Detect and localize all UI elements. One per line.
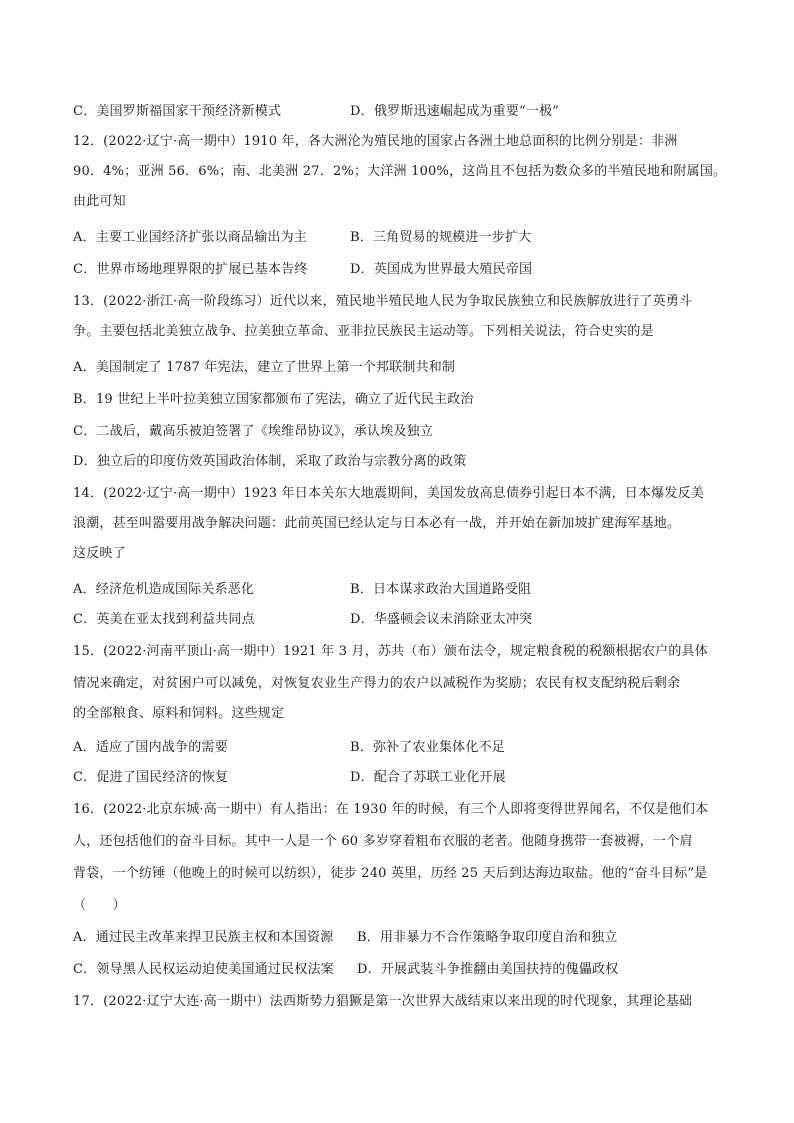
- q15-option-c: C．促进了国民经济的恢复: [73, 770, 229, 785]
- q14-option-d: D．华盛顿会议未消除亚太冲突: [350, 612, 533, 627]
- q13-option-d: D．独立后的印度仿效英国政治体制，采取了政治与宗教分离的政策: [73, 454, 467, 469]
- q15-stem-line-2: 情况来确定，对贫困户可以减免，对恢复农业生产得力的农户以减税作为奖励；农民有权支配纳税后剩余: [73, 676, 681, 691]
- q14-stem-line-3: 这反映了: [73, 546, 126, 561]
- q12-option-d: D．英国成为世界最大殖民帝国: [350, 262, 533, 277]
- q14-stem-line-1: 14．(2022·辽宁·高一期中）1923 年日本关东大地震期间，美国发放高息债券引起日本不满，日本爆发反美: [73, 486, 704, 501]
- q12-option-a: A．主要工业国经济扩张以商品输出为主: [73, 230, 307, 245]
- q16-option-b: B．用非暴力不合作策略争取印度自治和独立: [357, 930, 618, 945]
- q12-option-c: C．世界市场地理界限的扩展已基本告终: [73, 262, 308, 277]
- q15-option-b: B．弥补了农业集体化不足: [350, 740, 505, 755]
- q15-option-a: A．适应了国内战争的需要: [73, 740, 228, 755]
- q13-stem-line-2: 争。主要包括北美独立战争、拉美独立革命、亚非拉民族民主运动等。下列相关说法，符合史实的是: [73, 324, 654, 339]
- q14-stem-line-2: 浪潮，甚至叫嚣要用战争解决问题：此前英国已经认定与日本必有一战，并开始在新加坡扩建海军基地。: [73, 516, 681, 531]
- q17-stem-line-1: 17．(2022·辽宁大连·高一期中）法西斯势力猖獗是第一次世界大战结束以来出现的时代现象，其理论基础: [73, 994, 693, 1009]
- q16-option-d: D．开展武装斗争推翻由美国扶持的傀儡政权: [357, 962, 619, 977]
- q13-option-b: B．19 世纪上半叶拉美独立国家都颁布了宪法，确立了近代民主政治: [73, 392, 474, 407]
- q14-option-b: B．日本谋求政治大国道路受阻: [350, 582, 532, 597]
- q12-stem-line-2: 90．4%；亚洲 56．6%；南、北美洲 27．2%；大洋洲 100%，这尚且不包括为数众多的半殖民地和附属国。: [73, 164, 727, 179]
- q16-stem-line-1: 16．(2022·北京东城·高一期中）有人指出：在 1930 年的时候，有三个人即将变得世界闻名，不仅是他们本: [73, 802, 709, 817]
- q11-option-c: C．美国罗斯福国家干预经济新模式: [73, 104, 282, 119]
- q13-stem-line-1: 13．(2022·浙江·高一阶段练习）近代以来，殖民地半殖民地人民为争取民族独立和民族解放进行了英勇斗: [73, 294, 693, 309]
- q13-option-a: A．美国制定了 1787 年宪法，建立了世界上第一个邦联制共和制: [73, 360, 456, 375]
- q16-option-c: C．领导黑人民权运动迫使美国通过民权法案: [73, 962, 334, 977]
- q14-option-c: C．英美在亚太找到利益共同点: [73, 612, 255, 627]
- q15-stem-line-3: 的全部粮食、原料和饲料。这些规定: [73, 706, 285, 721]
- q16-stem-line-2: 人，还包括他们的奋斗目标。其中一人是一个 60 多岁穿着粗布衣服的老者。他随身携带一套被褥，一个肩: [73, 834, 693, 849]
- q14-option-a: A．经济危机造成国际关系恶化: [73, 582, 255, 597]
- q15-option-d: D．配合了苏联工业化开展: [350, 770, 506, 785]
- q11-option-d: D．俄罗斯迅速崛起成为重要“一极”: [350, 104, 560, 119]
- q16-option-a: A．通过民主改革来捍卫民族主权和本国资源: [73, 930, 334, 945]
- q16-answer-blank: （ ）: [73, 898, 126, 913]
- q15-stem-line-1: 15．(2022·河南平顶山·高一期中）1921 年 3 月，苏共（布）颁布法令，规定粮食税的税额根据农户的具体: [73, 644, 708, 659]
- q12-stem-line-3: 由此可知: [73, 194, 126, 209]
- q12-option-b: B．三角贸易的规模进一步扩大: [350, 230, 532, 245]
- q13-option-c: C．二战后，戴高乐被迫签署了《埃维昂协议》，承认埃及独立: [73, 424, 434, 439]
- q16-stem-line-3: 背袋，一个纺锤（他晚上的时候可以纺织），徒步 240 英里，历经 25 天后到达海边取盐。他的“奋斗目标”是: [73, 866, 708, 881]
- q12-stem-line-1: 12．(2022·辽宁·高一期中）1910 年，各大洲沦为殖民地的国家占各洲土地总面积的比例分别是：非洲: [73, 134, 678, 149]
